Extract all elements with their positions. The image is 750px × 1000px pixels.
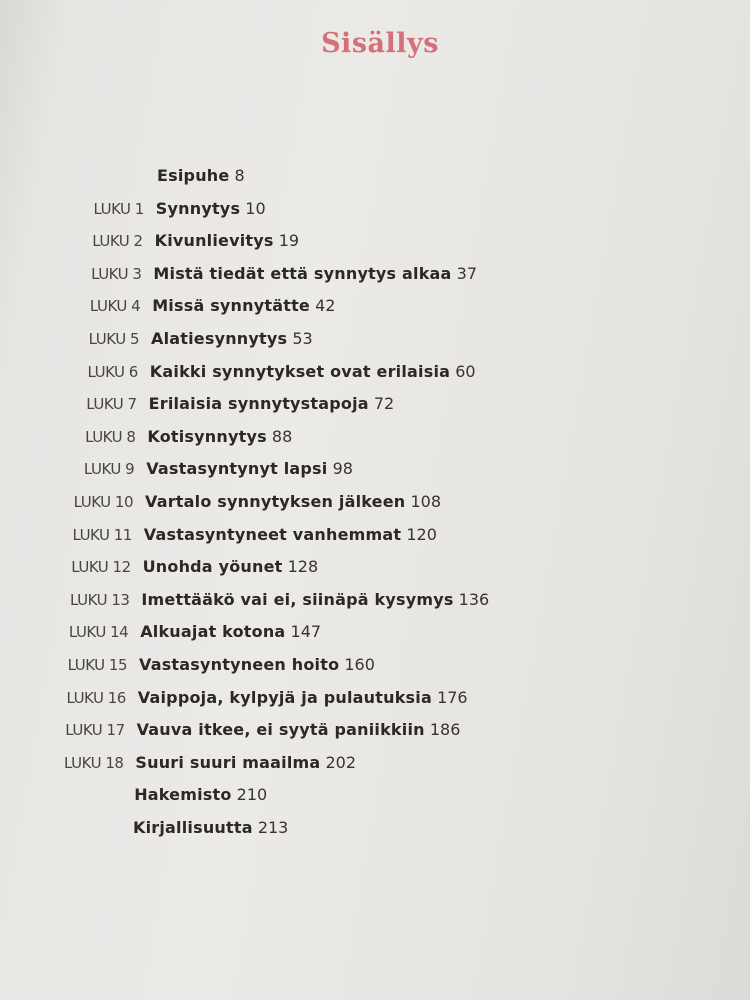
- chapter-title: Unohda yöunet: [142, 557, 283, 577]
- entry-text: [150, 357, 476, 387]
- page-number: 213: [257, 818, 289, 837]
- chapter-title: Vaippoja, kylpyjä ja pulautuksia: [137, 687, 432, 707]
- toc-entry: [0, 617, 700, 647]
- chapter-title: Kirjallisuutta: [133, 818, 253, 837]
- entry-text: [156, 194, 266, 224]
- page-number: 108: [410, 492, 442, 511]
- page-number: 160: [344, 655, 375, 674]
- page-number: 88: [271, 426, 293, 446]
- entry-text: [135, 748, 356, 778]
- page-number: 72: [373, 394, 395, 414]
- toc-entry: [0, 748, 700, 778]
- toc-entry: [0, 259, 700, 289]
- page-number: 19: [278, 231, 300, 251]
- chapter-title: Alkuajat kotona: [140, 622, 286, 642]
- entry-text: [141, 585, 489, 615]
- page-title: Sisällys: [321, 28, 439, 59]
- page-number: 202: [325, 752, 357, 772]
- toc-entry: [0, 357, 700, 387]
- page-number: 8: [234, 166, 245, 185]
- entry-text: [140, 617, 321, 647]
- chapter-title: Vastasyntynyt lapsi: [146, 459, 328, 479]
- chapter-title: Vartalo synnytyksen jälkeen: [145, 492, 406, 511]
- page-number: 42: [315, 296, 336, 316]
- chapter-title: Suuri suuri maailma: [135, 752, 321, 772]
- page-number: 53: [292, 329, 313, 348]
- entry-text: [146, 454, 353, 484]
- chapter-title: Alatiesynnytys: [151, 329, 288, 348]
- toc-entry: [0, 454, 700, 484]
- entry-text: [139, 650, 375, 680]
- page-number: 136: [458, 589, 490, 609]
- chapter-label: LUKU 11: [72, 525, 132, 544]
- chapter-label: LUKU 12: [71, 558, 131, 577]
- chapter-title: Vauva itkee, ei syytä paniikkiin: [136, 720, 425, 740]
- page-number: 98: [332, 459, 353, 479]
- toc-entry: [0, 520, 700, 550]
- chapter-label: LUKU 2: [92, 232, 143, 251]
- toc-entry: [0, 161, 700, 191]
- chapter-label: LUKU 7: [86, 395, 137, 414]
- chapter-title: Kaikki synnytykset ovat erilaisia: [149, 361, 451, 381]
- page-number: 128: [287, 557, 319, 577]
- chapter-title: Kotisynnytys: [147, 426, 267, 446]
- chapter-title: Erilaisia synnytystapoja: [148, 394, 369, 414]
- chapter-label: LUKU 6: [87, 362, 138, 381]
- chapter-label: LUKU 1: [93, 199, 144, 218]
- toc-entry: [0, 585, 700, 615]
- page-number: 147: [290, 622, 322, 642]
- page-number: 176: [437, 687, 468, 707]
- chapter-title: Hakemisto: [134, 785, 232, 805]
- entry-text: [134, 780, 267, 810]
- entry-text: [143, 552, 319, 582]
- entry-text: [145, 487, 441, 517]
- entry-text: [147, 422, 292, 452]
- toc-entry: [0, 813, 700, 843]
- chapter-label: LUKU 10: [73, 493, 133, 511]
- page-number: 186: [429, 720, 461, 740]
- chapter-label: LUKU 13: [70, 590, 130, 609]
- page-number: 10: [245, 198, 266, 218]
- chapter-title: Mistä tiedät että synnytys alkaa: [153, 263, 452, 283]
- chapter-label: LUKU 15: [67, 656, 127, 674]
- page-number: 37: [456, 263, 478, 283]
- chapter-title: Kivunlievitys: [154, 231, 274, 251]
- toc-entry: [0, 780, 700, 810]
- entry-text: [144, 520, 437, 550]
- page-number: 210: [236, 785, 268, 805]
- entry-text: [153, 259, 477, 289]
- chapter-title: Missä synnytätte: [152, 296, 310, 316]
- chapter-label: LUKU 14: [68, 623, 129, 642]
- chapter-label: LUKU 5: [88, 330, 139, 348]
- entry-text: [133, 813, 288, 843]
- chapter-label: LUKU 9: [83, 460, 135, 479]
- toc-entry: [0, 389, 700, 419]
- toc-entry: [0, 683, 700, 713]
- chapter-title: Vastasyntyneen hoito: [139, 655, 340, 674]
- chapter-label: LUKU 8: [85, 427, 136, 446]
- toc-entry: [0, 291, 700, 321]
- chapter-title: Esipuhe: [157, 166, 230, 185]
- entry-text: [152, 291, 335, 321]
- entry-text: [151, 324, 313, 354]
- page-number: 60: [455, 361, 476, 381]
- chapter-title: Synnytys: [155, 198, 241, 218]
- toc-entry: [0, 194, 700, 224]
- chapter-label: LUKU 18: [64, 753, 124, 772]
- chapter-title: Imettääkö vai ei, siinäpä kysymys: [141, 589, 454, 609]
- entry-text: [149, 389, 395, 419]
- toc-entry: [0, 650, 700, 680]
- chapter-label: LUKU 4: [89, 297, 141, 316]
- entry-text: [137, 715, 461, 745]
- page-number: 120: [406, 524, 437, 544]
- entry-text: [138, 683, 468, 713]
- toc-entry: [0, 715, 700, 745]
- toc-entry: [0, 422, 700, 452]
- chapter-title: Vastasyntyneet vanhemmat: [143, 524, 402, 544]
- entry-text: [157, 161, 245, 191]
- toc-entry: [0, 226, 700, 256]
- chapter-label: LUKU 3: [91, 264, 142, 283]
- toc-entry: [0, 324, 700, 354]
- toc-entry: [0, 487, 700, 517]
- toc-entry: [0, 552, 700, 582]
- chapter-label: LUKU 16: [66, 688, 126, 707]
- chapter-label: LUKU 17: [65, 721, 125, 740]
- entry-text: [155, 226, 299, 256]
